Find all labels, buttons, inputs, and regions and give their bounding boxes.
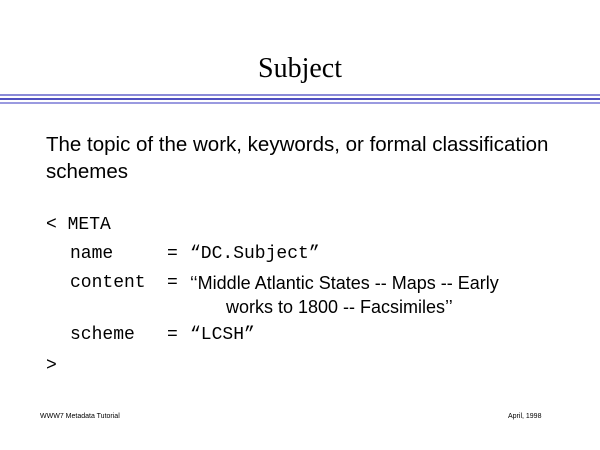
footer-right: April, 1998 [508,413,542,420]
meta-name-key: name [70,244,114,264]
meta-scheme-equals: = [167,325,178,345]
title-divider [0,93,600,106]
meta-name-equals: = [167,244,178,264]
meta-open: < META [46,215,111,235]
subject-description: The topic of the work, keywords, or formal classification schemes [46,133,549,183]
meta-scheme-key: scheme [70,325,135,345]
meta-close: > [46,356,57,376]
meta-content-value-line2: works to 1800 -- Facsimiles’’ [226,297,453,317]
meta-scheme-value: “LCSH” [190,325,255,345]
footer-left: WWW7 Metadata Tutorial [40,413,120,420]
meta-content-value-line1: ‘‘Middle Atlantic States -- Maps -- Early [190,273,499,293]
meta-content-equals: = [167,273,178,293]
slide-title: Subject [258,53,342,84]
meta-name-value: “DC.Subject” [190,244,320,264]
meta-content-key: content [70,273,146,293]
